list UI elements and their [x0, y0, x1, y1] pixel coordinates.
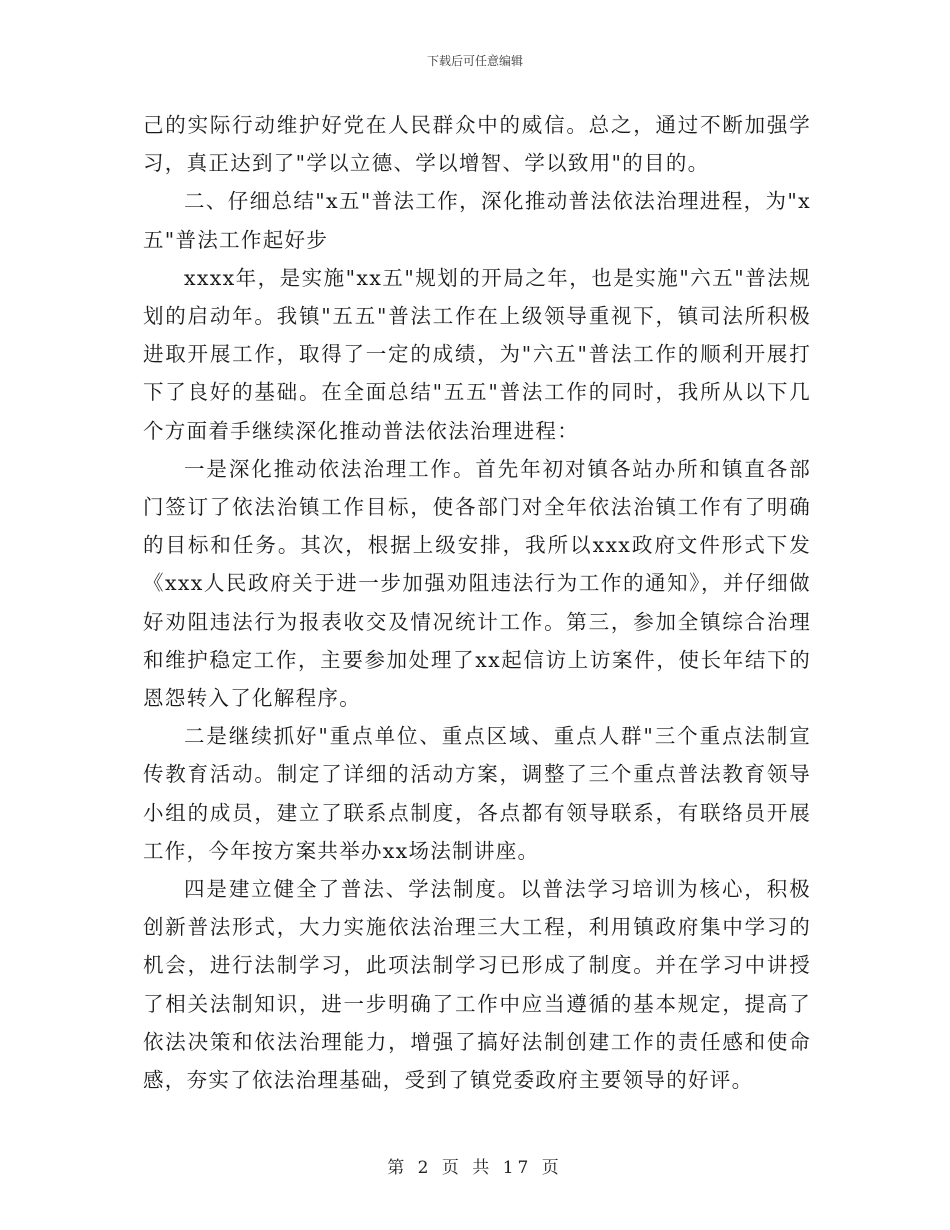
paragraph-continuation: 己的实际行动维护好党在人民群众中的威信。总之，通过不断加强学习，真正达到了"学以立德、学以增智、学以致用"的目的。	[143, 113, 811, 176]
page-number-footer: 第 2 页 共 17 页	[387, 1158, 563, 1178]
paragraph-intro: xxxx年，是实施"xx五"规划的开局之年，也是实施"六五"普法规划的启动年。我镇"五五"普法工作在上级领导重视下，镇司法所积极进取开展工作，取得了一定的成绩，为"六五"普法工作的顺利开展打下了良好的基础。在全面总结"五五"普法工作的同时，我所从以下几个方面着手继续深化推动普法依法治理进程：	[143, 265, 811, 443]
paragraph-item-one: 一是深化推动依法治理工作。首先年初对镇各站办所和镇直各部门签订了依法治镇工作目标，使各部门对全年依法治镇工作有了明确的目标和任务。其次，根据上级安排，我所以xxx政府文件形式下发《xxx人民政府关于进一步加强劝阻违法行为工作的通知》，并仔细做好劝阻违法行为报表收交及情况统计工作。第三，参加全镇综合治理和维护稳定工作，主要参加处理了xx起信访上访案件，使长年结下的恩怨转入了化解程序。	[143, 456, 811, 711]
page-header-note: 下载后可任意编辑	[426, 54, 523, 68]
document-body	[143, 106, 811, 1099]
paragraph-item-four: 四是建立健全了普法、学法制度。以普法学习培训为核心，积极创新普法形式，大力实施依法治理三大工程，利用镇政府集中学习的机会，进行法制学习，此项法制学习已形成了制度。并在学习中讲授了相关法制知识，进一步明确了工作中应当遵循的基本规定，提高了依法决策和依法治理能力，增强了搞好法制创建工作的责任感和使命感，夯实了依法治理基础，受到了镇党委政府主要领导的好评。	[143, 877, 811, 1093]
section-heading: 二、仔细总结"x五"普法工作，深化推动普法依法治理进程，为"x五"普法工作起好步	[143, 189, 811, 252]
paragraph-item-two: 二是继续抓好"重点单位、重点区域、重点人群"三个重点法制宣传教育活动。制定了详细的活动方案，调整了三个重点普法教育领导小组的成员，建立了联系点制度，各点都有领导联系，有联络员开展工作，今年按方案共举办xx场法制讲座。	[143, 724, 811, 863]
